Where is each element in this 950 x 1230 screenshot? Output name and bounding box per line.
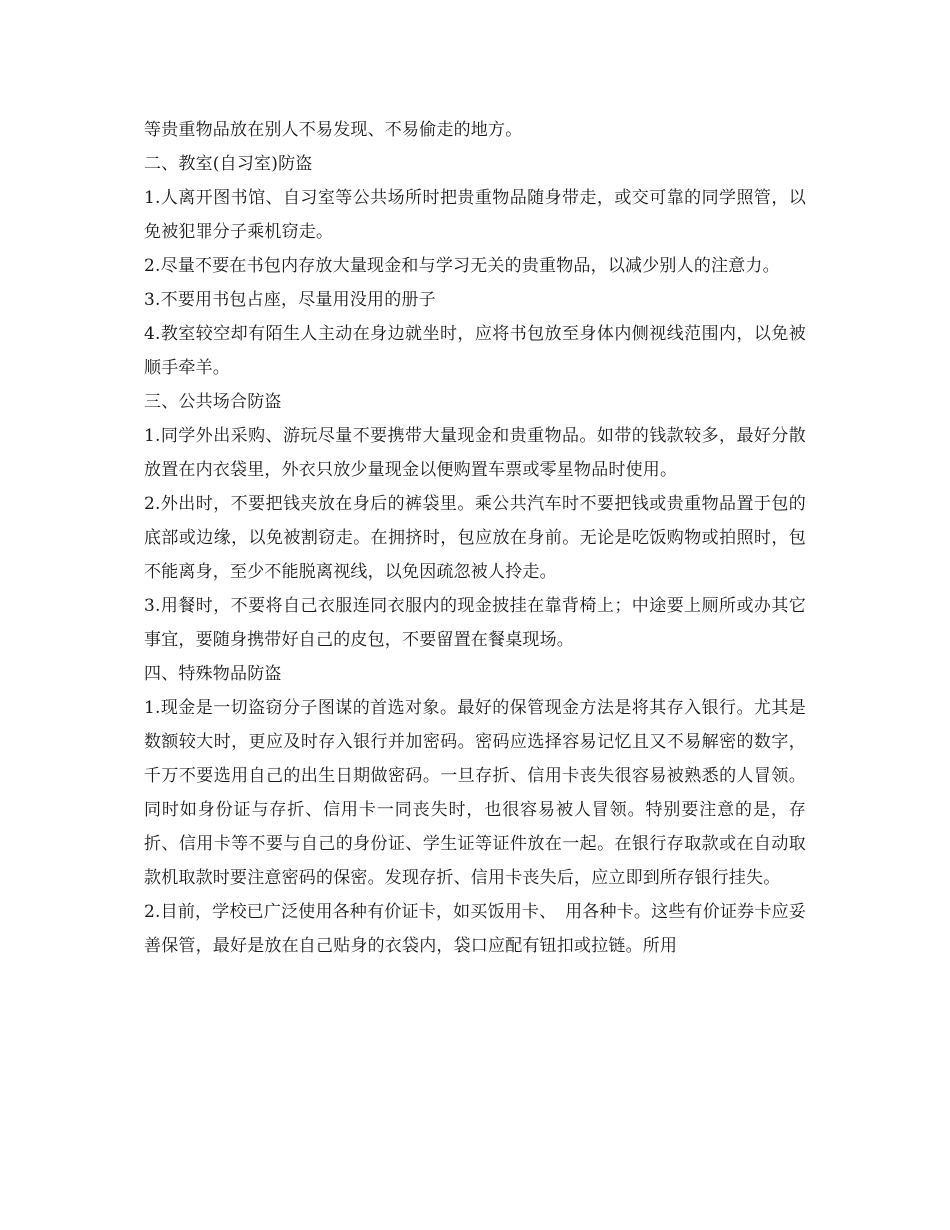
paragraph-continuation: 等贵重物品放在别人不易发现、不易偷走的地方。 xyxy=(144,120,523,140)
paragraph-public-1: 1.同学外出采购、游玩尽量不要携带大量现金和贵重物品。如带的钱款较多，最好分散放置在内衣袋里，外衣只放少量现金以便购置车票或零星物品时使用。 xyxy=(144,426,806,480)
paragraph-public-2: 2.外出时，不要把钱夹放在身后的裤袋里。乘公共汽车时不要把钱或贵重物品置于包的底部或边缘，以免被割窃走。在拥挤时，包应放在身前。无论是吃饭购物或拍照时，包不能离身，至少不能脱离视线，以免因疏忽被人拎走。 xyxy=(144,494,806,582)
paragraph-special-2: 2.目前，学校已广泛使用各种有价证卡，如买饭用卡、 用各种卡。这些有价证券卡应妥善保管，最好是放在自己贴身的衣袋内，袋口应配有钮扣或拉链。所用 xyxy=(144,902,806,956)
section-heading-public: 三、公共场合防盗 xyxy=(144,392,282,412)
paragraph-classroom-4: 4.教室较空却有陌生人主动在身边就坐时，应将书包放至身体内侧视线范围内，以免被顺手牵羊。 xyxy=(144,324,806,378)
paragraph-classroom-1: 1.人离开图书馆、自习室等公共场所时把贵重物品随身带走，或交可靠的同学照管，以免被犯罪分子乘机窃走。 xyxy=(144,188,806,242)
paragraph-special-1: 1.现金是一切盗窃分子图谋的首选对象。最好的保管现金方法是将其存入银行。尤其是数额较大时，更应及时存入银行并加密码。密码应选择容易记忆且又不易解密的数字，千万不要选用自己的出生日期做密码。一旦存折、信用卡丧失很容易被熟悉的人冒领。同时如身份证与存折、信用卡一同丧失时，也很容易被人冒领。特别要注意的是，存折、信用卡等不要与自己的身份证、学生证等证件放在一起。在银行存取款或在自动取款机取款时要注意密码的保密。发现存折、信用卡丧失后，应立即到所存银行挂失。 xyxy=(144,698,806,888)
section-heading-special-items: 四、特殊物品防盗 xyxy=(144,664,282,684)
section-heading-classroom: 二、教室(自习室)防盗 xyxy=(144,154,313,174)
document-body xyxy=(144,113,806,963)
paragraph-classroom-3: 3.不要用书包占座，尽量用没用的册子 xyxy=(144,290,436,310)
paragraph-classroom-2: 2.尽量不要在书包内存放大量现金和与学习无关的贵重物品，以减少别人的注意力。 xyxy=(144,256,780,276)
paragraph-public-3: 3.用餐时，不要将自己衣服连同衣服内的现金披挂在靠背椅上；中途要上厕所或办其它事宜，要随身携带好自己的皮包，不要留置在餐桌现场。 xyxy=(144,596,806,650)
